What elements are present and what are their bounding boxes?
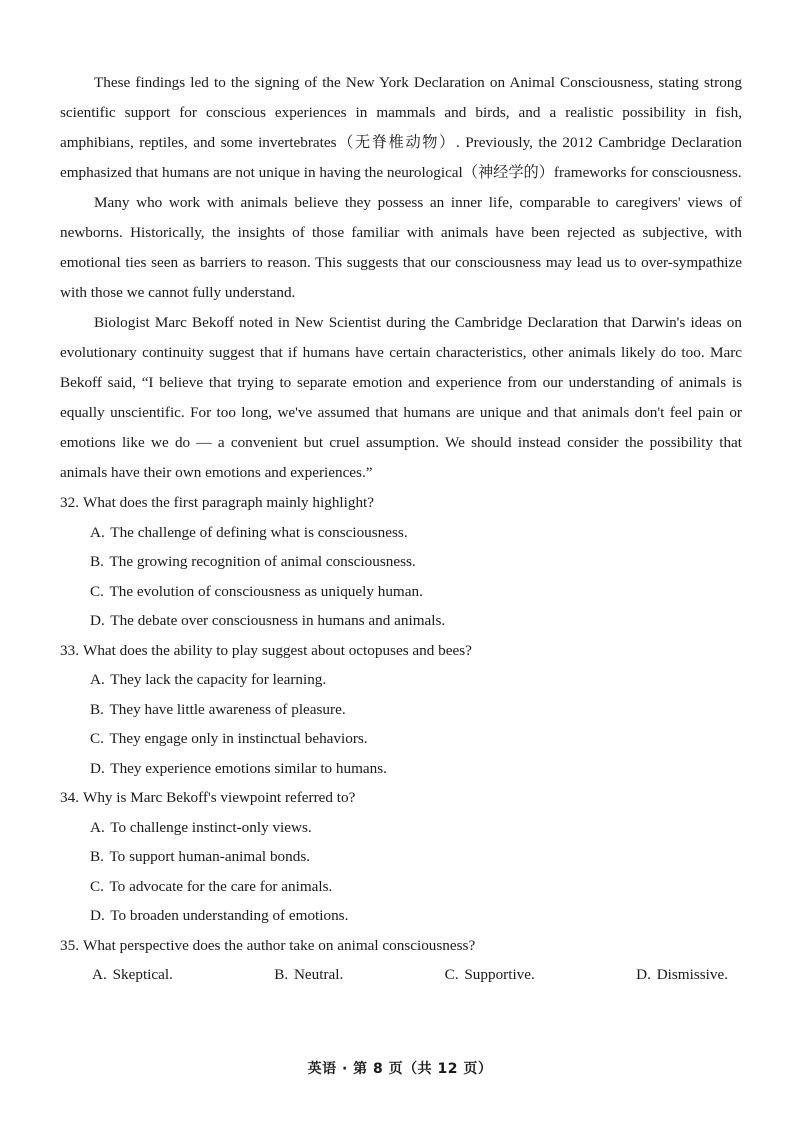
option-text: To challenge instinct-only views. [110, 818, 312, 836]
question-list [60, 488, 742, 990]
option-d[interactable] [90, 606, 742, 636]
option-text: The growing recognition of animal consciousness. [109, 553, 416, 570]
option-c[interactable] [90, 872, 742, 902]
option-list [60, 813, 742, 931]
option-letter: C. [90, 582, 104, 600]
question-34 [60, 783, 742, 931]
option-letter: D. [90, 759, 105, 777]
exam-page [60, 68, 742, 990]
question-number: 32. [60, 494, 79, 511]
option-b[interactable] [90, 842, 742, 872]
option-b[interactable] [90, 547, 742, 577]
option-letter: D. [636, 966, 651, 983]
question-33 [60, 636, 742, 784]
option-c[interactable] [445, 960, 535, 990]
option-letter: A. [92, 966, 107, 983]
option-b[interactable] [274, 960, 343, 990]
passage-paragraph-1: These findings led to the signing of the New York Declaration on Animal Consciousness, stating strong scientific support for conscious experiences in mammals and birds, and a realistic possibility in fish, amphibians, reptiles, and some invertebrates（无脊椎动物）. Previously, the 2012 Cambridge Declaration emphasized that humans are not unique in having the neurological（神经学的）frameworks for consciousness. [60, 74, 742, 181]
passage-paragraph-3: Biologist Marc Bekoff noted in New Scientist during the Cambridge Declaration that Darwin's ideas on evolutionary continuity suggest that if humans have certain characteristics, other animals likely do too. Marc Bekoff said, “I believe that trying to separate emotion and experience from our understanding of animals is equally unscientific. For too long, we've assumed that humans are unique and that animals don't feel pain or emotions like we do — a convenient but cruel assumption. We should instead consider the possibility that animals have their own emotions and experiences.” [60, 314, 742, 481]
option-letter: B. [90, 700, 104, 718]
question-32 [60, 488, 742, 636]
option-text: To advocate for the care for animals. [109, 877, 333, 895]
question-number: 34. [60, 789, 79, 806]
question-text: What does the first paragraph mainly highlight? [82, 494, 374, 511]
option-text: They have little awareness of pleasure. [109, 700, 346, 718]
question-text: What does the ability to play suggest about octopuses and bees? [82, 641, 472, 659]
page-footer: 英语 · 第 8 页（共 12 页） [307, 1061, 493, 1077]
option-text: Skeptical. [112, 966, 173, 983]
option-a[interactable] [92, 960, 173, 990]
option-letter: C. [90, 877, 104, 895]
option-text: The challenge of defining what is consciousness. [110, 523, 408, 541]
option-letter: B. [274, 966, 289, 983]
question-stem [60, 488, 742, 518]
option-b[interactable] [90, 695, 742, 725]
option-text: Neutral. [293, 966, 344, 983]
option-list [60, 518, 742, 636]
option-a[interactable] [90, 518, 742, 548]
question-text: Why is Marc Bekoff's viewpoint referred to? [82, 789, 356, 806]
option-letter: A. [90, 523, 105, 541]
option-letter: A. [90, 671, 105, 688]
question-number: 33. [60, 641, 79, 659]
question-stem [60, 931, 742, 961]
option-d[interactable] [636, 960, 728, 990]
option-letter: C. [444, 966, 459, 983]
question-number: 35. [60, 936, 79, 954]
option-text: To support human-animal bonds. [109, 848, 311, 865]
option-c[interactable] [90, 577, 742, 607]
option-letter: B. [90, 848, 104, 865]
option-letter: B. [90, 553, 104, 570]
option-list [60, 960, 742, 990]
question-stem [60, 783, 742, 813]
option-text: They experience emotions similar to humans. [110, 759, 387, 777]
option-c[interactable] [90, 724, 742, 754]
option-d[interactable] [90, 754, 742, 784]
option-text: The evolution of consciousness as uniquely human. [109, 582, 423, 600]
option-text: They engage only in instinctual behaviors. [109, 730, 368, 747]
option-letter: D. [90, 907, 105, 924]
question-stem [60, 636, 742, 666]
option-text: To broaden understanding of emotions. [110, 907, 349, 924]
option-text: The debate over consciousness in humans and animals. [110, 612, 446, 629]
option-letter: C. [90, 730, 104, 747]
option-letter: A. [90, 818, 105, 836]
question-text: What perspective does the author take on animal consciousness? [82, 936, 476, 954]
option-d[interactable] [90, 901, 742, 931]
option-list [60, 665, 742, 783]
reading-passage [60, 68, 742, 488]
option-letter: D. [90, 612, 105, 629]
passage-paragraph-2: Many who work with animals believe they possess an inner life, comparable to caregivers' views of newborns. Historically, the insights of those familiar with animals have been rejected as subjective, with emotional ties seen as barriers to reason. This suggests that our consciousness may lead us to over-sympathize with those we cannot fully understand. [60, 194, 742, 301]
option-text: Supportive. [464, 966, 535, 983]
option-a[interactable] [90, 665, 742, 695]
option-a[interactable] [90, 813, 742, 843]
option-text: They lack the capacity for learning. [110, 671, 327, 688]
option-text: Dismissive. [656, 966, 728, 983]
question-35 [60, 931, 742, 990]
